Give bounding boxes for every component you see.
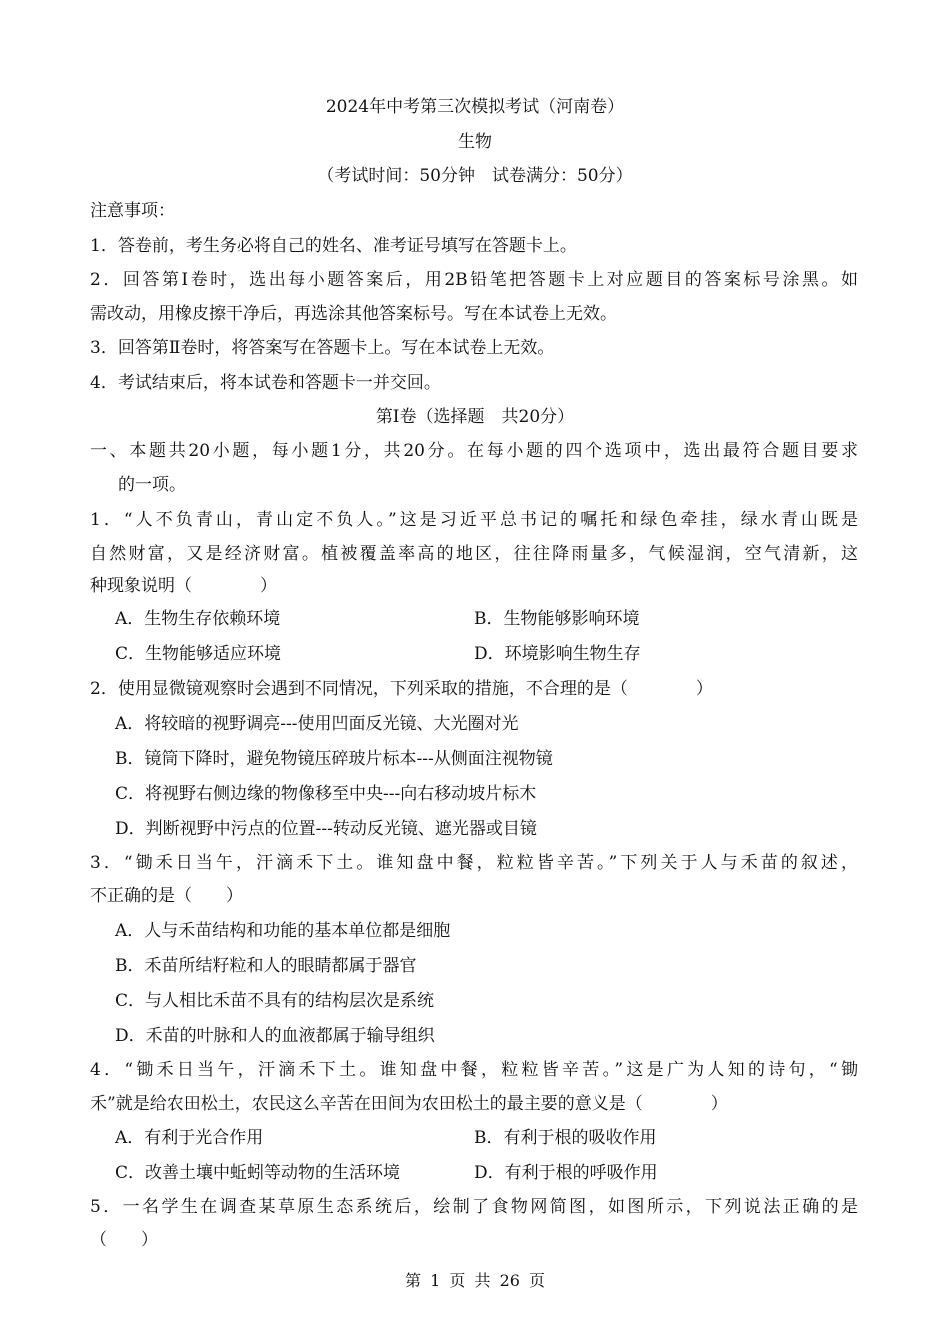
footer-word: 页 — [529, 1271, 546, 1290]
question-1-text: 1．“人不负青山，青山定不负人。”这是习近平总书记的嘱托和绿色牵挂，绿水青山既是 — [90, 510, 858, 530]
footer-total-pages: 26 — [499, 1271, 520, 1290]
question-1-text: 自然财富，又是经济财富。植被覆盖率高的地区，往往降雨量多，气候湿润，空气清新，这 — [90, 544, 858, 564]
question-3-text: 3．“锄禾日当午，汗滴禾下土。谁知盘中餐，粒粒皆辛苦。”下列关于人与禾苗的叙述， — [90, 853, 858, 873]
question-3-option-c: C．与人相比禾苗不具有的结构层次是系统 — [115, 991, 435, 1011]
exam-info: （考试时间：50分钟 试卷满分：50分） — [317, 166, 633, 186]
notice-item: 需改动，用橡皮擦干净后，再选涂其他答案标号。写在本试卷上无效。 — [90, 304, 617, 324]
exam-title: 2024年中考第三次模拟考试（河南卷） — [325, 97, 625, 117]
question-3-option-d: D．禾苗的叶脉和人的血液都属于输导组织 — [115, 1026, 435, 1046]
question-5-text: 5．一名学生在调查某草原生态系统后，绘制了食物网简图，如图所示，下列说法正确的是 — [90, 1197, 858, 1217]
question-2-option-d: D．判断视野中污点的位置---转动反光镜、遮光器或目镜 — [115, 819, 537, 839]
section-intro-cont: 的一项。 — [118, 475, 186, 495]
notice-item: 4．考试结束后，将本试卷和答题卡一并交回。 — [90, 373, 441, 393]
question-3-text: 不正确的是（ ） — [90, 886, 243, 906]
question-1-text: 种现象说明（ ） — [90, 576, 277, 596]
question-3-option-a: A．人与禾苗结构和功能的基本单位都是细胞 — [115, 921, 451, 941]
question-1-option-b: B．生物能够影响环境 — [474, 609, 640, 629]
notice-item: 3．回答第Ⅱ卷时，将答案写在答题卡上。写在本试卷上无效。 — [90, 338, 555, 358]
footer-page-number: 1 — [430, 1271, 441, 1290]
question-4-text: 4．“锄禾日当午，汗滴禾下土。谁知盘中餐，粒粒皆辛苦。”这是广为人知的诗句，“锄 — [90, 1060, 858, 1080]
question-1-option-d: D．环境影响生物生存 — [474, 644, 641, 664]
question-2-option-b: B．镜筒下降时，避免物镜压碎玻片标本---从侧面注视物镜 — [115, 749, 553, 769]
section-intro: 一、本题共20小题，每小题1分，共20分。在每小题的四个选项中，选出最符合题目要求 — [90, 441, 858, 461]
notice-heading: 注意事项： — [90, 201, 175, 221]
question-1-option-c: C．生物能够适应环境 — [115, 644, 282, 664]
section-title: 第Ⅰ卷（选择题 共20分） — [375, 407, 575, 427]
question-2-option-a: A．将较暗的视野调亮---使用凹面反光镜、大光圈对光 — [115, 714, 519, 734]
page-footer — [0, 1268, 950, 1291]
footer-word: 第 — [404, 1271, 421, 1290]
question-1-option-a: A．生物生存依赖环境 — [115, 609, 281, 629]
question-4-text: 禾”就是给农田松土，农民这么辛苦在田间为农田松土的最主要的意义是（ ） — [90, 1094, 728, 1114]
question-4-option-d: D．有利于根的呼吸作用 — [474, 1163, 658, 1183]
footer-word: 页 — [449, 1271, 466, 1290]
question-3-option-b: B．禾苗所结籽粒和人的眼睛都属于器官 — [115, 956, 417, 976]
footer-word: 共 — [474, 1271, 491, 1290]
question-2-text: 2．使用显微镜观察时会遇到不同情况，下列采取的措施，不合理的是（ ） — [90, 679, 713, 699]
notice-item: 2．回答第Ⅰ卷时，选出每小题答案后，用2B铅笔把答题卡上对应题目的答案标号涂黑。如 — [90, 270, 858, 290]
question-4-option-a: A．有利于光合作用 — [115, 1128, 264, 1148]
notice-item: 1．答卷前，考生务必将自己的姓名、准考证号填写在答题卡上。 — [90, 236, 577, 256]
question-4-option-b: B．有利于根的吸收作用 — [474, 1128, 657, 1148]
subject-title: 生物 — [458, 132, 492, 152]
question-2-option-c: C．将视野右侧边缘的物像移至中央---向右移动坡片标木 — [115, 784, 537, 804]
question-4-option-c: C．改善土壤中蚯蚓等动物的生活环境 — [115, 1163, 401, 1183]
question-5-text: （ ） — [90, 1230, 158, 1250]
